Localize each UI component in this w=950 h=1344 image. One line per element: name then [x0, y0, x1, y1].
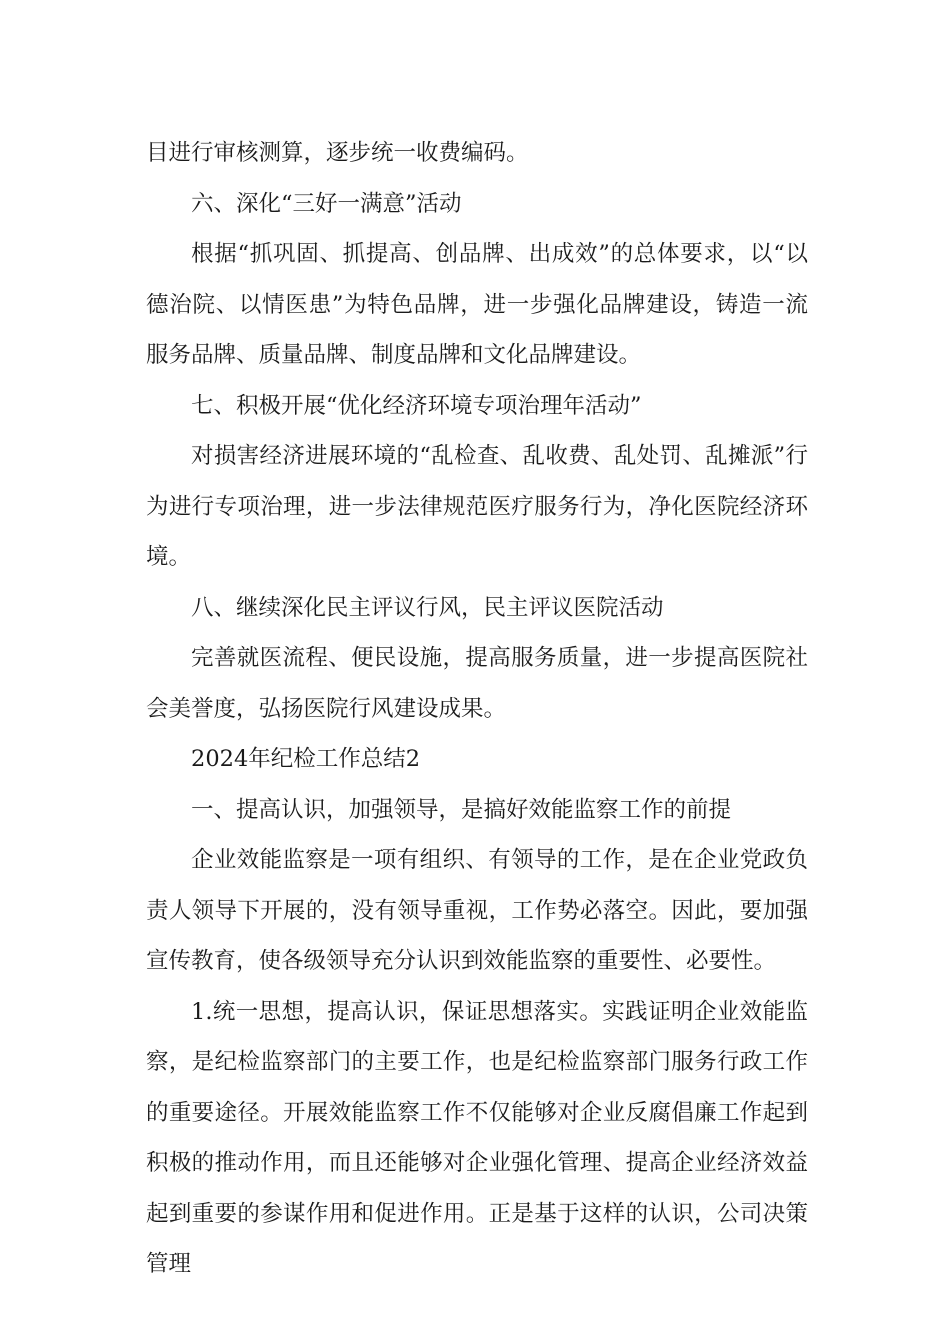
paragraph-special-governance: 对损害经济进展环境的“乱检查、乱收费、乱处罚、乱摊派”行为进行专项治理，进一步法律规范医疗服务行为，净化医院经济环境。: [146, 443, 808, 570]
heading-section-eight: 八、继续深化民主评议行风，民主评议医院活动: [191, 594, 664, 621]
document-body: [146, 128, 808, 1290]
heading-section-seven: 七、积极开展“优化经济环境专项治理年活动”: [191, 392, 642, 419]
paragraph-leadership: 企业效能监察是一项有组织、有领导的工作，是在企业党政负责人领导下开展的，没有领导重视，工作势必落空。因此，要加强宣传教育，使各级领导充分认识到效能监察的重要性、必要性。: [146, 847, 808, 974]
paragraph-brand-building: 根据“抓巩固、抓提高、创品牌、出成效”的总体要求，以“以德治院、以情医患”为特色品牌，进一步强化品牌建设，铸造一流服务品牌、质量品牌、制度品牌和文化品牌建设。: [146, 241, 808, 368]
heading-section-six: 六、深化“三好一满意”活动: [191, 190, 462, 217]
paragraph-continuation: 目进行审核测算，逐步统一收费编码。: [146, 140, 529, 166]
document-subtitle: 2024年纪检工作总结2: [191, 746, 421, 772]
paragraph-item-one: 1.统一思想，提高认识，保证思想落实。实践证明企业效能监察，是纪检监察部门的主要工作，也是纪检监察部门服务行政工作的重要途径。开展效能监察工作不仅能够对企业反腐倡廉工作起到积极的推动作用，而且还能够对企业强化管理、提高企业经济效益起到重要的参谋作用和促进作用。正是基于这样的认识，公司决策管理: [146, 998, 808, 1277]
paragraph-service-quality: 完善就医流程、便民设施，提高服务质量，进一步提高医院社会美誉度，弘扬医院行风建设成果。: [146, 645, 808, 722]
heading-part-one: 一、提高认识，加强领导，是搞好效能监察工作的前提: [191, 796, 732, 823]
